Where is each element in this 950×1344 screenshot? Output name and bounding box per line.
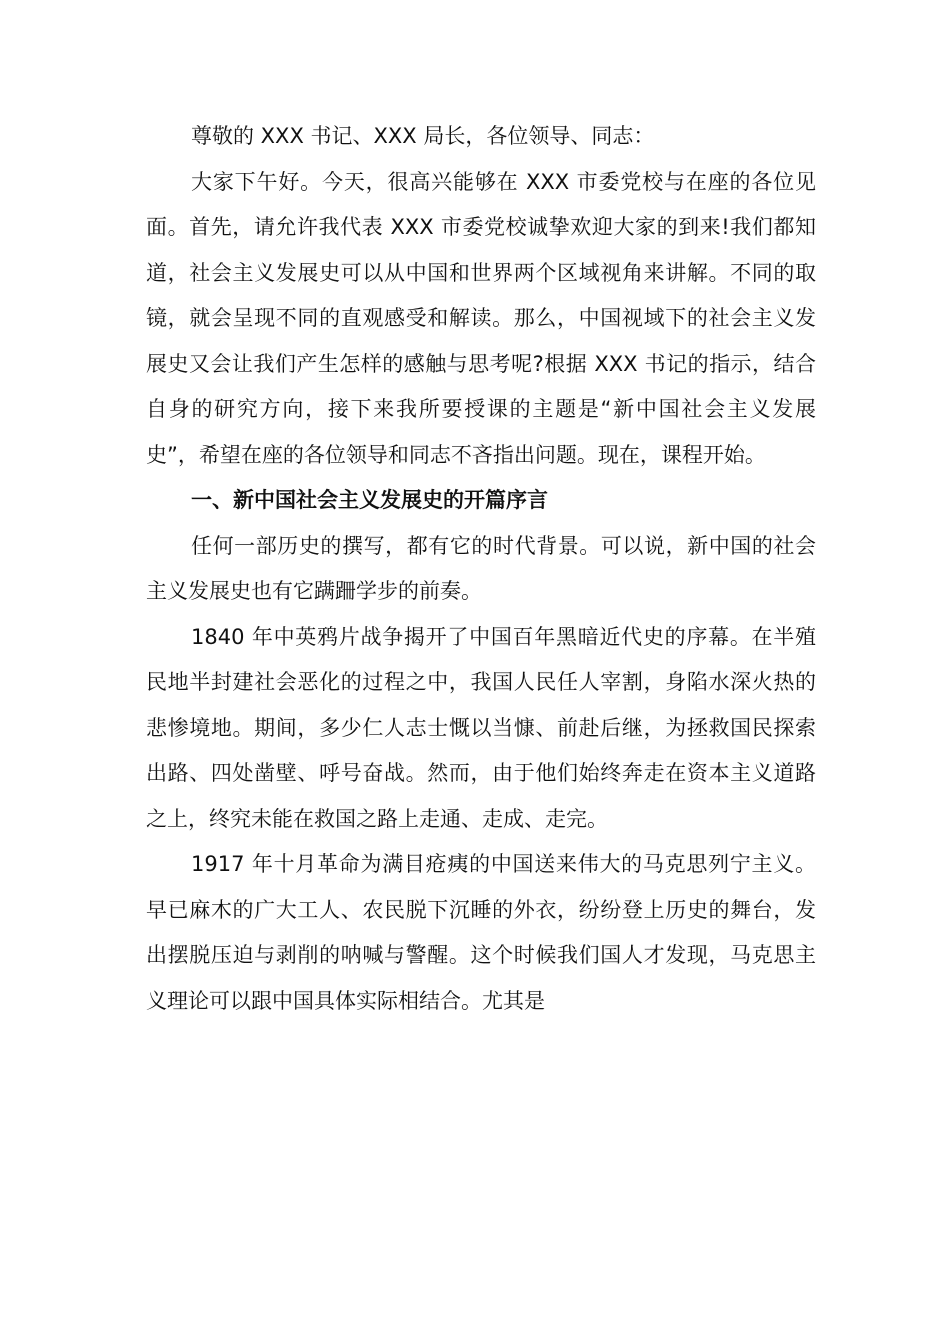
section-paragraph-2: 1840 年中英鸦片战争揭开了中国百年黑暗近代史的序幕。在半殖民地半封建社会恶化的过程之中，我国人民任人宰割，身陷水深火热的悲惨境地。期间，多少仁人志士慨以当慷、前赴后继，为拯救国民探索出路、四处凿壁、呼号奋战。然而，由于他们始终奔走在资本主义道路之上，终究未能在救国之路上走通、走成、走完。: [146, 624, 816, 831]
section-paragraph-1: 任何一部历史的撰写，都有它的时代背景。可以说，新中国的社会主义发展史也有它蹒跚学步的前奏。: [146, 533, 816, 603]
opening-paragraph: 大家下午好。今天，很高兴能够在 XXX 市委党校与在座的各位见面。首先，请允许我代表 XXX 市委党校诚挚欢迎大家的到来!我们都知道，社会主义发展史可以从中国和世界两个区域视角来讲解。不同的取镜，就会呈现不同的直观感受和解读。那么，中国视域下的社会主义发展史又会让我们产生怎样的感触与思考呢?根据 XXX 书记的指示，结合自身的研究方向，接下来我所要授课的主题是“新中国社会主义发展史”，希望在座的各位领导和同志不吝指出问题。现在，课程开始。: [146, 169, 816, 467]
salutation: 尊敬的 XXX 书记、XXX 局长，各位领导、同志：: [191, 124, 655, 148]
document-body: [146, 114, 816, 1024]
section-paragraph-3: 1917 年十月革命为满目疮痍的中国送来伟大的马克思列宁主义。早已麻木的广大工人、农民脱下沉睡的外衣，纷纷登上历史的舞台，发出摆脱压迫与剥削的呐喊与警醒。这个时候我们国人才发现，马克思主义理论可以跟中国具体实际相结合。尤其是: [146, 852, 816, 1013]
section-heading: 一、新中国社会主义发展史的开篇序言: [191, 488, 548, 512]
